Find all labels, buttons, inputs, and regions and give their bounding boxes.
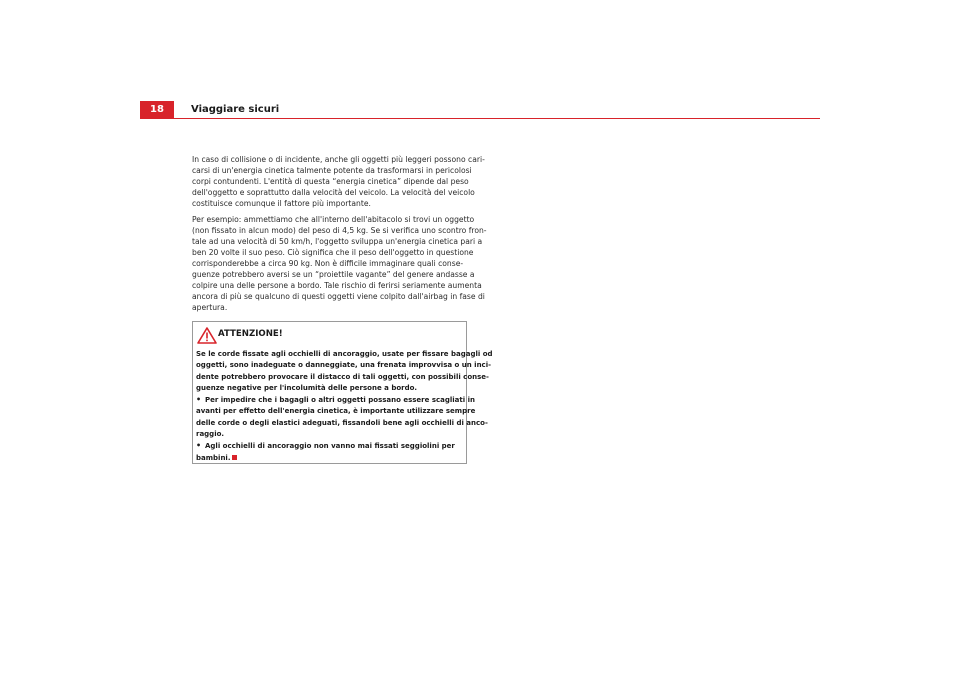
bullet-icon: •	[196, 395, 202, 405]
text-line: carsi di un'energia cinetica talmente potente da trasformarsi in pericolosi	[192, 166, 472, 175]
warning-box	[192, 321, 493, 464]
bullet-text-line: delle corde o degli elastici adeguati, fissandoli bene agli occhielli di anco-	[196, 418, 488, 427]
text-line: colpire una delle persone a bordo. Tale rischio di ferirsi seriamente aumenta	[192, 281, 482, 290]
body-text	[192, 154, 487, 318]
warning-intro-line: oggetti, sono inadeguate o danneggiate, una frenata improvvisa o un inci-	[196, 361, 492, 370]
warning-intro-line: guenze negative per l'incolumità delle persone a bordo.	[196, 383, 418, 392]
warning-header	[193, 322, 466, 346]
header-rule	[140, 118, 820, 119]
text-line: ancora di più se qualcuno di questi oggetti viene colpito dall'airbag in fase di	[192, 292, 485, 301]
text-line: (non fissato in alcun modo) del peso di 4,5 kg. Se si verifica uno scontro fron-	[192, 226, 487, 235]
text-line: costituisce comunque il fattore più importante.	[192, 199, 371, 208]
bullet-text-line	[196, 453, 464, 464]
paragraph-collision	[192, 154, 485, 209]
page-number: 18	[140, 101, 174, 118]
warning-body	[196, 349, 493, 464]
text-line: guenze potrebbero aversi se un “proiettile vagante” del genere andasse a	[192, 270, 475, 279]
bullet-text: bambini.	[196, 453, 231, 462]
text-line: tale ad una velocità di 50 km/h, l'oggetto sviluppa un'energia cinetica pari a	[192, 237, 483, 246]
warning-triangle-icon	[197, 327, 217, 344]
warning-title: ATTENZIONE!	[218, 329, 283, 339]
text-line: Per esempio: ammettiamo che all'interno dell'abitacolo si trovi un oggetto	[192, 215, 475, 224]
paragraph-example	[192, 214, 487, 313]
text-line: apertura.	[192, 303, 228, 312]
warning-intro-line: Se le corde fissate agli occhielli di ancoraggio, usate per fissare bagagli od	[196, 350, 493, 358]
page-header	[140, 101, 820, 120]
text-line: In caso di collisione o di incidente, anche gli oggetti più leggeri possono cari-	[192, 155, 485, 164]
text-line: ben 20 volte il suo peso. Ciò significa che il peso dell'oggetto in questione	[192, 248, 474, 257]
end-of-section-icon	[232, 455, 237, 460]
chapter-title: Viaggiare sicuri	[191, 104, 280, 115]
text-line: corrisponderebbe a circa 90 kg. Non è difficile immaginare quali conse-	[192, 259, 464, 268]
bullet-text-line: raggio.	[196, 430, 225, 439]
bullet-text-line: avanti per effetto dell'energia cinetica, è importante utilizzare sempre	[196, 407, 476, 416]
bullet-text: Agli occhielli di ancoraggio non vanno mai fissati seggiolini per	[205, 442, 455, 451]
bullet-text: Per impedire che i bagagli o altri oggetti possano essere scagliati in	[205, 396, 475, 405]
warning-bullet-item	[196, 440, 464, 452]
text-line: corpi contundenti. L'entità di questa “energia cinetica” dipende dal peso	[192, 177, 469, 186]
text-line: dell'oggetto e soprattutto dalla velocità del veicolo. La velocità del veicolo	[192, 188, 475, 197]
warning-bullet-item	[196, 394, 475, 406]
bullet-icon: •	[196, 441, 202, 451]
warning-intro-line: dente potrebbero provocare il distacco di tali oggetti, con possibili conse-	[196, 372, 489, 381]
